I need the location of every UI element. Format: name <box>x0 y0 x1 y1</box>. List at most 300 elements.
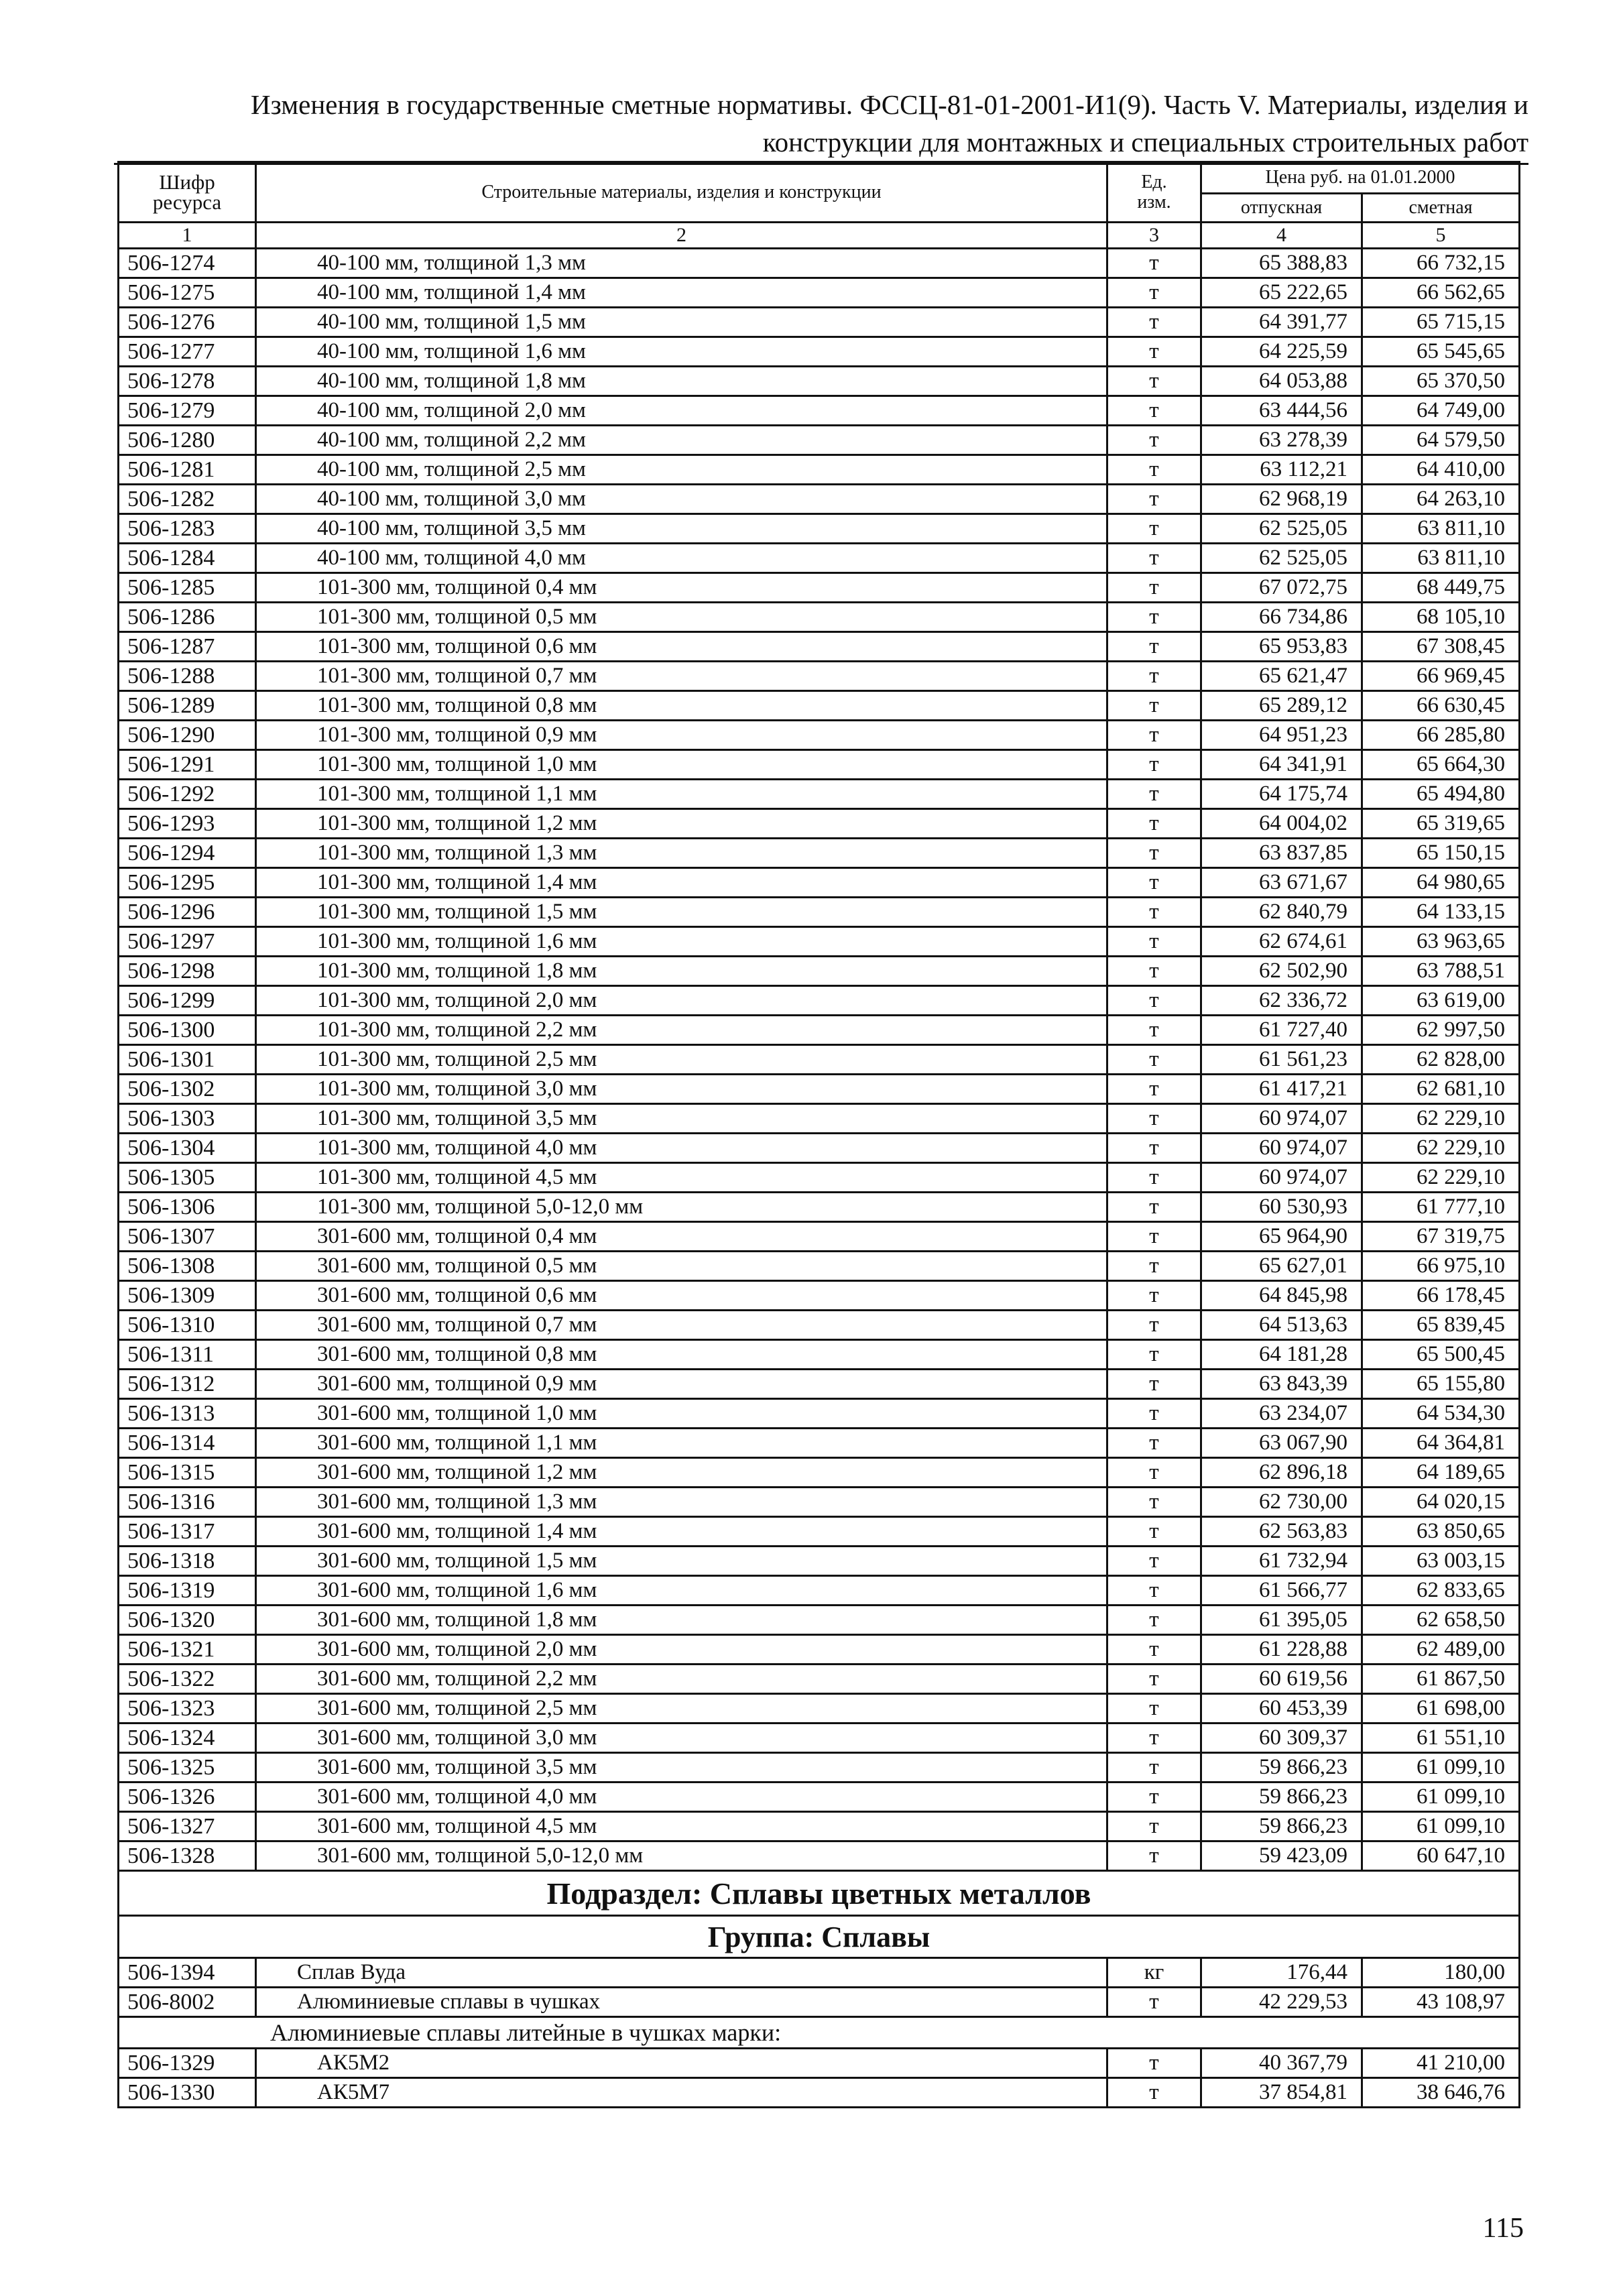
resource-code: 506-1329 <box>119 2049 256 2078</box>
resource-code: 506-1312 <box>119 1370 256 1399</box>
estimate-price: 61 551,10 <box>1362 1724 1520 1753</box>
estimate-price: 65 319,65 <box>1362 809 1520 839</box>
estimate-price: 65 150,15 <box>1362 839 1520 868</box>
table-row <box>119 809 1520 839</box>
unit-cell: т <box>1107 1311 1201 1340</box>
resource-code: 506-1289 <box>119 691 256 721</box>
item-name: 101-300 мм, толщиной 5,0-12,0 мм <box>256 1193 1107 1222</box>
unit-cell: т <box>1107 1045 1201 1075</box>
table-row <box>119 721 1520 750</box>
unit-cell: т <box>1107 691 1201 721</box>
resource-code: 506-1323 <box>119 1694 256 1724</box>
table-row <box>119 1753 1520 1783</box>
estimate-price: 64 534,30 <box>1362 1399 1520 1429</box>
resource-code: 506-1314 <box>119 1429 256 1458</box>
unit-cell: т <box>1107 249 1201 278</box>
table-row <box>119 1665 1520 1694</box>
resource-code: 506-1288 <box>119 662 256 691</box>
estimate-price: 66 732,15 <box>1362 249 1520 278</box>
release-price: 62 525,05 <box>1201 544 1362 573</box>
table-row <box>119 1193 1520 1222</box>
item-name: 40-100 мм, толщиной 1,5 мм <box>256 308 1107 337</box>
item-name: 101-300 мм, толщиной 0,4 мм <box>256 573 1107 603</box>
resource-code: 506-1298 <box>119 957 256 986</box>
resource-code: 506-1275 <box>119 278 256 308</box>
item-name: 101-300 мм, толщиной 1,0 мм <box>256 750 1107 780</box>
release-price: 63 112,21 <box>1201 455 1362 485</box>
column-number: 2 <box>256 223 1107 249</box>
release-price: 65 627,01 <box>1201 1252 1362 1281</box>
item-name: 301-600 мм, толщиной 1,5 мм <box>256 1547 1107 1576</box>
unit-cell: т <box>1107 426 1201 455</box>
item-name: 301-600 мм, толщиной 3,5 мм <box>256 1753 1107 1783</box>
column-number: 4 <box>1201 223 1362 249</box>
release-price: 176,44 <box>1201 1958 1362 1988</box>
estimate-price: 66 285,80 <box>1362 721 1520 750</box>
estimate-price: 63 811,10 <box>1362 544 1520 573</box>
item-name: 101-300 мм, толщиной 4,5 мм <box>256 1163 1107 1193</box>
unit-cell: т <box>1107 750 1201 780</box>
table-row <box>119 514 1520 544</box>
unit-cell: т <box>1107 1547 1201 1576</box>
unit-cell: т <box>1107 1724 1201 1753</box>
item-name: 101-300 мм, толщиной 0,9 мм <box>256 721 1107 750</box>
item-name: 301-600 мм, толщиной 0,8 мм <box>256 1340 1107 1370</box>
release-price: 37 854,81 <box>1201 2078 1362 2108</box>
unit-cell: т <box>1107 1841 1201 1871</box>
estimate-price: 68 105,10 <box>1362 603 1520 632</box>
unit-cell: кг <box>1107 1958 1201 1988</box>
release-price: 60 974,07 <box>1201 1104 1362 1134</box>
resource-code: 506-1290 <box>119 721 256 750</box>
release-price: 62 502,90 <box>1201 957 1362 986</box>
resource-code: 506-1326 <box>119 1783 256 1812</box>
resource-code: 506-1287 <box>119 632 256 662</box>
item-name: 301-600 мм, толщиной 2,2 мм <box>256 1665 1107 1694</box>
unit-cell: т <box>1107 1134 1201 1163</box>
estimate-price: 63 619,00 <box>1362 986 1520 1016</box>
unit-cell: т <box>1107 780 1201 809</box>
unit-cell: т <box>1107 1016 1201 1045</box>
estimate-price: 180,00 <box>1362 1958 1520 1988</box>
table-row <box>119 1134 1520 1163</box>
release-price: 64 513,63 <box>1201 1311 1362 1340</box>
resource-code: 506-1280 <box>119 426 256 455</box>
resource-code: 506-1394 <box>119 1958 256 1988</box>
item-name: 301-600 мм, толщиной 0,6 мм <box>256 1281 1107 1311</box>
release-price: 64 175,74 <box>1201 780 1362 809</box>
table-row <box>119 1281 1520 1311</box>
release-price: 65 222,65 <box>1201 278 1362 308</box>
table-row <box>119 2049 1520 2078</box>
estimate-price: 61 777,10 <box>1362 1193 1520 1222</box>
unit-cell: т <box>1107 1281 1201 1311</box>
item-name: 101-300 мм, толщиной 1,5 мм <box>256 898 1107 927</box>
table-row <box>119 691 1520 721</box>
release-price: 64 004,02 <box>1201 809 1362 839</box>
release-price: 67 072,75 <box>1201 573 1362 603</box>
release-price: 61 417,21 <box>1201 1075 1362 1104</box>
item-name: 301-600 мм, толщиной 1,4 мм <box>256 1517 1107 1547</box>
item-name: 101-300 мм, толщиной 0,8 мм <box>256 691 1107 721</box>
item-name: 301-600 мм, толщиной 5,0-12,0 мм <box>256 1841 1107 1871</box>
resource-code: 506-1274 <box>119 249 256 278</box>
resource-code: 506-1286 <box>119 603 256 632</box>
resource-code: 506-1310 <box>119 1311 256 1340</box>
unit-cell: т <box>1107 396 1201 426</box>
table-row <box>119 957 1520 986</box>
resource-code: 506-1306 <box>119 1193 256 1222</box>
release-price: 65 964,90 <box>1201 1222 1362 1252</box>
resource-code: 506-1281 <box>119 455 256 485</box>
resource-code: 506-1291 <box>119 750 256 780</box>
estimate-price: 66 975,10 <box>1362 1252 1520 1281</box>
col-header-code-line1: Шифр <box>159 170 215 194</box>
table-row <box>119 1841 1520 1871</box>
item-name: 301-600 мм, толщиной 1,2 мм <box>256 1458 1107 1488</box>
estimate-price: 60 647,10 <box>1362 1841 1520 1871</box>
table-row <box>119 455 1520 485</box>
unit-cell: т <box>1107 898 1201 927</box>
release-price: 61 566,77 <box>1201 1576 1362 1606</box>
resource-code: 506-1318 <box>119 1547 256 1576</box>
unit-cell: т <box>1107 485 1201 514</box>
unit-cell: т <box>1107 1517 1201 1547</box>
release-price: 64 225,59 <box>1201 337 1362 367</box>
estimate-price: 41 210,00 <box>1362 2049 1520 2078</box>
table-row <box>119 1458 1520 1488</box>
item-name: 101-300 мм, толщиной 2,5 мм <box>256 1045 1107 1075</box>
resource-code: 506-1320 <box>119 1606 256 1635</box>
estimate-price: 65 715,15 <box>1362 308 1520 337</box>
resource-code: 506-1304 <box>119 1134 256 1163</box>
item-name: 301-600 мм, толщиной 4,5 мм <box>256 1812 1107 1841</box>
release-price: 63 278,39 <box>1201 426 1362 455</box>
unit-cell: т <box>1107 2049 1201 2078</box>
unit-cell: т <box>1107 514 1201 544</box>
release-price: 60 974,07 <box>1201 1163 1362 1193</box>
release-price: 60 619,56 <box>1201 1665 1362 1694</box>
unit-cell: т <box>1107 544 1201 573</box>
table-row <box>119 1429 1520 1458</box>
resource-code: 506-1308 <box>119 1252 256 1281</box>
table-row <box>119 1311 1520 1340</box>
estimate-price: 63 788,51 <box>1362 957 1520 986</box>
estimate-price: 64 579,50 <box>1362 426 1520 455</box>
estimate-price: 62 658,50 <box>1362 1606 1520 1635</box>
table-row <box>119 1694 1520 1724</box>
release-price: 59 866,23 <box>1201 1783 1362 1812</box>
table-row <box>119 544 1520 573</box>
resource-code: 506-1285 <box>119 573 256 603</box>
release-price: 64 341,91 <box>1201 750 1362 780</box>
estimate-price: 62 489,00 <box>1362 1635 1520 1665</box>
page-number: 115 <box>1482 2213 1524 2244</box>
estimate-price: 43 108,97 <box>1362 1988 1520 2017</box>
unit-cell: т <box>1107 2078 1201 2108</box>
item-name: 40-100 мм, толщиной 1,3 мм <box>256 249 1107 278</box>
release-price: 62 896,18 <box>1201 1458 1362 1488</box>
table-row <box>119 573 1520 603</box>
resource-code: 506-1324 <box>119 1724 256 1753</box>
resource-code: 506-1313 <box>119 1399 256 1429</box>
item-name: 301-600 мм, толщиной 1,6 мм <box>256 1576 1107 1606</box>
estimate-price: 65 370,50 <box>1362 367 1520 396</box>
release-price: 66 734,86 <box>1201 603 1362 632</box>
release-price: 65 289,12 <box>1201 691 1362 721</box>
resource-code: 506-8002 <box>119 1988 256 2017</box>
subgroup-section <box>119 2017 1520 2049</box>
release-price: 60 453,39 <box>1201 1694 1362 1724</box>
item-name: 101-300 мм, толщиной 0,6 мм <box>256 632 1107 662</box>
resource-code: 506-1330 <box>119 2078 256 2108</box>
item-name: 301-600 мм, толщиной 1,8 мм <box>256 1606 1107 1635</box>
release-price: 64 391,77 <box>1201 308 1362 337</box>
estimate-price: 64 749,00 <box>1362 396 1520 426</box>
unit-cell: т <box>1107 1665 1201 1694</box>
resource-code: 506-1279 <box>119 396 256 426</box>
unit-cell: т <box>1107 1370 1201 1399</box>
item-name: 301-600 мм, толщиной 4,0 мм <box>256 1783 1107 1812</box>
resource-code: 506-1309 <box>119 1281 256 1311</box>
release-price: 61 228,88 <box>1201 1635 1362 1665</box>
item-name: 301-600 мм, толщиной 1,1 мм <box>256 1429 1107 1458</box>
table-row <box>119 1340 1520 1370</box>
resource-code: 506-1276 <box>119 308 256 337</box>
resource-code: 506-1307 <box>119 1222 256 1252</box>
col-header-name: Строительные материалы, изделия и конструкции <box>256 162 1107 223</box>
col-header-release: отпускная <box>1201 194 1362 223</box>
table-row <box>119 1045 1520 1075</box>
item-name: 301-600 мм, толщиной 2,5 мм <box>256 1694 1107 1724</box>
estimate-price: 63 850,65 <box>1362 1517 1520 1547</box>
estimate-price: 64 133,15 <box>1362 898 1520 927</box>
table-row <box>119 868 1520 898</box>
table-row <box>119 662 1520 691</box>
unit-cell: т <box>1107 1576 1201 1606</box>
item-name: 101-300 мм, толщиной 0,7 мм <box>256 662 1107 691</box>
release-price: 60 974,07 <box>1201 1134 1362 1163</box>
unit-cell: т <box>1107 1399 1201 1429</box>
item-name: 101-300 мм, толщиной 3,5 мм <box>256 1104 1107 1134</box>
unit-cell: т <box>1107 1075 1201 1104</box>
table-row <box>119 780 1520 809</box>
unit-cell: т <box>1107 1458 1201 1488</box>
table-row <box>119 1163 1520 1193</box>
item-name: 301-600 мм, толщиной 1,3 мм <box>256 1488 1107 1517</box>
col-header-unit-line2: изм. <box>1137 191 1171 213</box>
table-body <box>119 249 1520 1871</box>
estimate-price: 65 664,30 <box>1362 750 1520 780</box>
column-number: 1 <box>119 223 256 249</box>
item-name: 101-300 мм, толщиной 1,6 мм <box>256 927 1107 957</box>
col-header-unit <box>1107 162 1201 223</box>
resource-code: 506-1277 <box>119 337 256 367</box>
unit-cell: т <box>1107 1104 1201 1134</box>
unit-cell: т <box>1107 367 1201 396</box>
unit-cell: т <box>1107 1783 1201 1812</box>
estimate-price: 67 319,75 <box>1362 1222 1520 1252</box>
resource-code: 506-1325 <box>119 1753 256 1783</box>
table-row <box>119 1222 1520 1252</box>
table-row <box>119 1606 1520 1635</box>
release-price: 60 530,93 <box>1201 1193 1362 1222</box>
item-name: 40-100 мм, толщиной 2,0 мм <box>256 396 1107 426</box>
resource-code: 506-1305 <box>119 1163 256 1193</box>
table-row <box>119 1724 1520 1753</box>
estimate-price: 65 494,80 <box>1362 780 1520 809</box>
item-name: 101-300 мм, толщиной 1,4 мм <box>256 868 1107 898</box>
unit-cell: т <box>1107 1988 1201 2017</box>
resource-code: 506-1328 <box>119 1841 256 1871</box>
resource-code: 506-1297 <box>119 927 256 957</box>
column-numbers-row <box>119 223 1520 249</box>
subgroup-title: Алюминиевые сплавы литейные в чушках марки: <box>119 2017 1520 2049</box>
estimate-price: 64 263,10 <box>1362 485 1520 514</box>
estimate-price: 68 449,75 <box>1362 573 1520 603</box>
unit-cell: т <box>1107 1252 1201 1281</box>
table-row <box>119 1635 1520 1665</box>
release-price: 62 525,05 <box>1201 514 1362 544</box>
item-name: 301-600 мм, толщиной 0,7 мм <box>256 1311 1107 1340</box>
header-line-2: конструкции для монтажных и специальных строительных работ <box>762 127 1528 158</box>
col-header-estimate: сметная <box>1362 194 1520 223</box>
item-name: 301-600 мм, толщиной 1,0 мм <box>256 1399 1107 1429</box>
release-price: 62 968,19 <box>1201 485 1362 514</box>
unit-cell: т <box>1107 839 1201 868</box>
unit-cell: т <box>1107 573 1201 603</box>
resource-code: 506-1294 <box>119 839 256 868</box>
release-price: 40 367,79 <box>1201 2049 1362 2078</box>
resource-code: 506-1292 <box>119 780 256 809</box>
estimate-price: 62 828,00 <box>1362 1045 1520 1075</box>
table-row <box>119 603 1520 632</box>
release-price: 63 671,67 <box>1201 868 1362 898</box>
release-price: 62 563,83 <box>1201 1517 1362 1547</box>
header-line-1: Изменения в государственные сметные нормативы. ФССЦ-81-01-2001-И1(9). Часть V. Материалы, изделия и <box>250 89 1528 120</box>
unit-cell: т <box>1107 1488 1201 1517</box>
estimate-price: 66 178,45 <box>1362 1281 1520 1311</box>
item-name: 40-100 мм, толщиной 2,5 мм <box>256 455 1107 485</box>
table-row <box>119 1016 1520 1045</box>
release-price: 63 837,85 <box>1201 839 1362 868</box>
release-price: 61 561,23 <box>1201 1045 1362 1075</box>
table-row <box>119 1547 1520 1576</box>
item-name: 40-100 мм, толщиной 1,4 мм <box>256 278 1107 308</box>
cast-rows <box>119 2049 1520 2108</box>
estimate-price: 61 099,10 <box>1362 1812 1520 1841</box>
release-price: 64 845,98 <box>1201 1281 1362 1311</box>
table-row <box>119 426 1520 455</box>
unit-cell: т <box>1107 721 1201 750</box>
col-header-code-line2: ресурса <box>152 190 222 214</box>
column-number: 3 <box>1107 223 1201 249</box>
release-price: 65 953,83 <box>1201 632 1362 662</box>
col-header-code <box>119 162 256 223</box>
estimate-price: 67 308,45 <box>1362 632 1520 662</box>
item-name: 101-300 мм, толщиной 1,1 мм <box>256 780 1107 809</box>
estimate-price: 66 969,45 <box>1362 662 1520 691</box>
release-price: 65 388,83 <box>1201 249 1362 278</box>
release-price: 63 444,56 <box>1201 396 1362 426</box>
resource-code: 506-1302 <box>119 1075 256 1104</box>
resource-code: 506-1316 <box>119 1488 256 1517</box>
table-row <box>119 1488 1520 1517</box>
item-name: 301-600 мм, толщиной 0,4 мм <box>256 1222 1107 1252</box>
table-row <box>119 750 1520 780</box>
item-name: 101-300 мм, толщиной 1,8 мм <box>256 957 1107 986</box>
resource-code: 506-1300 <box>119 1016 256 1045</box>
table-row <box>119 396 1520 426</box>
estimate-price: 65 155,80 <box>1362 1370 1520 1399</box>
estimate-price: 61 698,00 <box>1362 1694 1520 1724</box>
unit-cell: т <box>1107 455 1201 485</box>
item-name: 101-300 мм, толщиной 3,0 мм <box>256 1075 1107 1104</box>
item-name: 40-100 мм, толщиной 2,2 мм <box>256 426 1107 455</box>
release-price: 62 336,72 <box>1201 986 1362 1016</box>
item-name: 40-100 мм, толщиной 3,5 мм <box>256 514 1107 544</box>
resource-code: 506-1327 <box>119 1812 256 1841</box>
estimate-price: 63 963,65 <box>1362 927 1520 957</box>
unit-cell: т <box>1107 1222 1201 1252</box>
unit-cell: т <box>1107 1753 1201 1783</box>
table-row <box>119 1812 1520 1841</box>
estimate-price: 38 646,76 <box>1362 2078 1520 2108</box>
item-name: 101-300 мм, толщиной 2,0 мм <box>256 986 1107 1016</box>
item-name: 101-300 мм, толщиной 4,0 мм <box>256 1134 1107 1163</box>
estimate-price: 65 545,65 <box>1362 337 1520 367</box>
estimate-price: 62 997,50 <box>1362 1016 1520 1045</box>
unit-cell: т <box>1107 957 1201 986</box>
alloy-rows <box>119 1958 1520 2017</box>
table-row <box>119 1576 1520 1606</box>
resource-code: 506-1284 <box>119 544 256 573</box>
estimate-price: 62 229,10 <box>1362 1134 1520 1163</box>
table-row <box>119 1399 1520 1429</box>
release-price: 63 234,07 <box>1201 1399 1362 1429</box>
release-price: 64 053,88 <box>1201 367 1362 396</box>
item-name: 40-100 мм, толщиной 1,6 мм <box>256 337 1107 367</box>
item-name: 301-600 мм, толщиной 2,0 мм <box>256 1635 1107 1665</box>
estimate-price: 63 003,15 <box>1362 1547 1520 1576</box>
estimate-price: 66 630,45 <box>1362 691 1520 721</box>
item-name: 40-100 мм, толщиной 3,0 мм <box>256 485 1107 514</box>
resource-code: 506-1295 <box>119 868 256 898</box>
item-name: 101-300 мм, толщиной 2,2 мм <box>256 1016 1107 1045</box>
table-row <box>119 1104 1520 1134</box>
release-price: 64 951,23 <box>1201 721 1362 750</box>
unit-cell: т <box>1107 662 1201 691</box>
resource-code: 506-1299 <box>119 986 256 1016</box>
estimate-price: 66 562,65 <box>1362 278 1520 308</box>
release-price: 59 866,23 <box>1201 1753 1362 1783</box>
release-price: 60 309,37 <box>1201 1724 1362 1753</box>
release-price: 42 229,53 <box>1201 1988 1362 2017</box>
table-row <box>119 839 1520 868</box>
resource-code: 506-1301 <box>119 1045 256 1075</box>
table-row <box>119 632 1520 662</box>
price-table <box>117 161 1520 2108</box>
alloys-section <box>119 1871 1520 1958</box>
estimate-price: 65 500,45 <box>1362 1340 1520 1370</box>
unit-cell: т <box>1107 1635 1201 1665</box>
release-price: 63 067,90 <box>1201 1429 1362 1458</box>
release-price: 62 674,61 <box>1201 927 1362 957</box>
estimate-price: 61 099,10 <box>1362 1753 1520 1783</box>
item-name: Сплав Вуда <box>256 1958 1107 1988</box>
estimate-price: 64 410,00 <box>1362 455 1520 485</box>
unit-cell: т <box>1107 632 1201 662</box>
